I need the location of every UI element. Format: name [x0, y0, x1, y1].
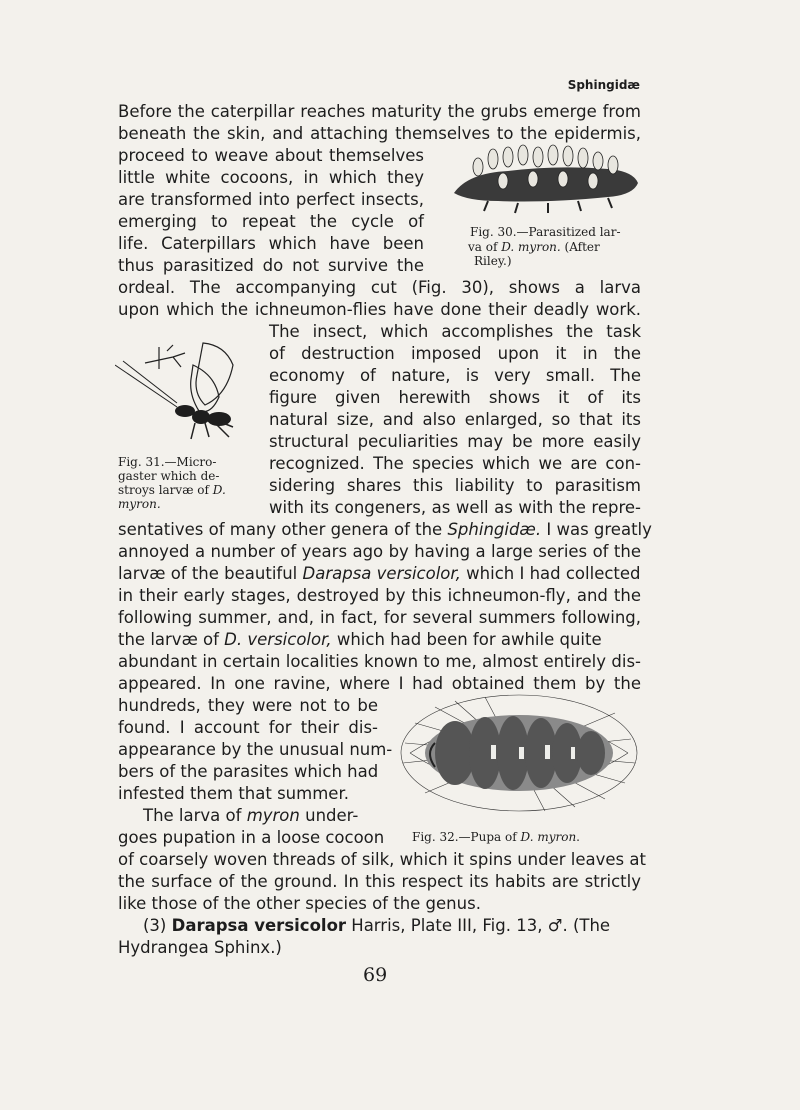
text-line-17: recognized. The species which we are con- [269, 454, 641, 473]
text-line-13: economy of nature, is very small. The [269, 366, 641, 385]
text-line-11: The insect, which accomplishes the task [269, 322, 641, 341]
text-line-12: of destruction imposed upon it in the [269, 344, 641, 363]
text-line-24: following summer, and, in fact, for several summers following, [118, 608, 641, 627]
text-line-26: abundant in certain localities known to me, almost entirely dis- [118, 652, 641, 671]
text-line-20: sentatives of many other genera of the Sphingidæ. I was greatly [118, 520, 652, 539]
caption-fig-31-line-3: stroys larvæ of D. [118, 483, 226, 497]
caption-fig-30-line-3: Riley.) [474, 254, 512, 268]
text-line-34: goes pupation in a loose cocoon [118, 828, 385, 847]
text-line-8: thus parasitized do not survive the [118, 256, 424, 275]
text-line-33: The larva of myron under- [143, 806, 359, 825]
text-line-19: with its congeners, as well as with the repre- [269, 498, 641, 517]
caption-fig-30-line-2: va of D. myron. (After [468, 240, 600, 254]
text-line-5: are transformed into perfect insects, [118, 190, 424, 209]
text-line-6: emerging to repeat the cycle of [118, 212, 424, 231]
figure-30-larva [448, 143, 643, 215]
text-line-2: beneath the skin, and attaching themselves to the epidermis, [118, 124, 641, 143]
figure-32-pupa [395, 683, 643, 819]
text-line-29: found. I account for their dis- [118, 718, 378, 737]
text-line-22: larvæ of the beautiful Darapsa versicolor, which I had collected [118, 564, 641, 583]
text-line-1: Before the caterpillar reaches maturity the grubs emerge from [118, 102, 641, 121]
text-line-32: infested them that summer. [118, 784, 349, 803]
text-line-21: annoyed a number of years ago by having a large series of the [118, 542, 641, 561]
text-line-25: the larvæ of D. versicolor, which had been for awhile quite [118, 630, 602, 649]
text-line-14: figure given herewith shows it of its [269, 388, 641, 407]
caption-fig-31-line-1: Fig. 31.—Micro- [118, 455, 217, 469]
text-line-7: life. Caterpillars which have been [118, 234, 424, 253]
text-line-37: like those of the other species of the genus. [118, 894, 481, 913]
page-number: 69 [363, 964, 388, 986]
text-line-15: natural size, and also enlarged, so that its [269, 410, 641, 429]
text-line-38: (3) Darapsa versicolor Harris, Plate III, Fig. 13, ♂. (The [143, 916, 611, 935]
text-line-18: sidering shares this liability to parasitism [269, 476, 641, 495]
caption-fig-31-line-2: gaster which de- [118, 469, 220, 483]
text-line-27: appeared. In one ravine, where I had obtained them by the [118, 674, 641, 693]
text-line-23: in their early stages, destroyed by this ichneumon-fly, and the [118, 586, 641, 605]
text-line-10: upon which the ichneumon-flies have done their deadly work. [118, 300, 641, 319]
text-line-9: ordeal. The accompanying cut (Fig. 30), shows a larva [118, 278, 641, 297]
text-line-39: Hydrangea Sphinx.) [118, 938, 282, 957]
caption-fig-31-line-4: myron. [118, 497, 161, 511]
text-line-36: the surface of the ground. In this respect its habits are strictly [118, 872, 641, 891]
text-line-3: proceed to weave about themselves [118, 146, 424, 165]
text-line-4: little white cocoons, in which they [118, 168, 424, 187]
text-line-30: appearance by the unusual num- [118, 740, 393, 759]
running-head: Sphingidæ [567, 78, 640, 92]
text-line-28: hundreds, they were not to be [118, 696, 378, 715]
text-line-16: structural peculiarities may be more easily [269, 432, 641, 451]
caption-fig-30-line-1: Fig. 30.—Parasitized lar- [470, 225, 621, 239]
caption-fig-32: Fig. 32.—Pupa of D. myron. [412, 830, 580, 844]
figure-31-microgaster [115, 335, 245, 445]
text-line-35: of coarsely woven threads of silk, which it spins under leaves at [118, 850, 646, 869]
text-line-31: bers of the parasites which had [118, 762, 379, 781]
